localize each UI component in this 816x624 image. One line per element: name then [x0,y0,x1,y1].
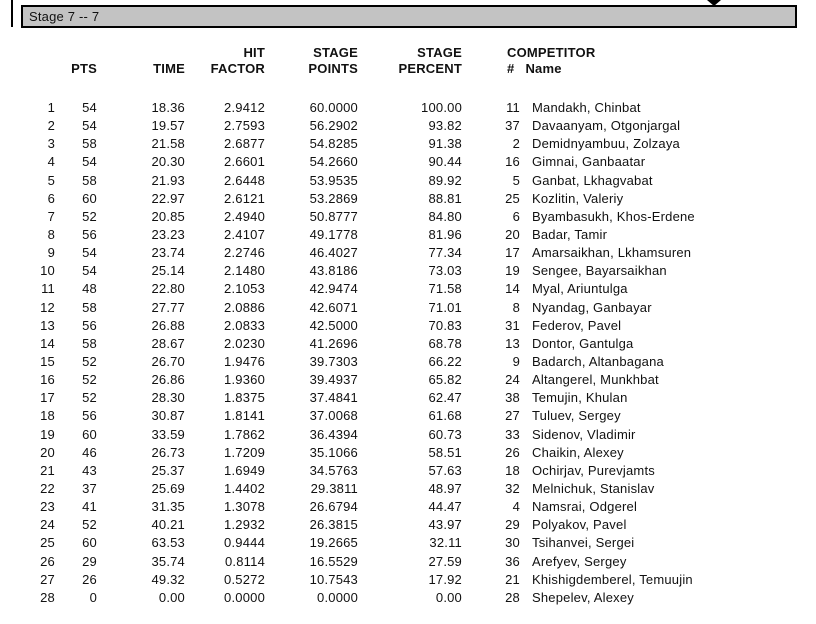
cell-hf: 1.6949 [224,462,265,478]
cell-pts: 37 [82,480,97,496]
cell-name: Kozlitin, Valeriy [532,190,624,206]
cell-time: 26.70 [151,353,185,369]
table-row [0,172,816,190]
cell-pct: 81.96 [428,226,462,242]
cell-rank: 16 [40,372,55,388]
cell-pts: 60 [82,190,97,206]
cell-num: 4 [512,499,520,515]
cell-hf: 1.8375 [224,390,265,406]
cell-points: 53.9535 [309,172,358,188]
cell-rank: 10 [40,263,55,279]
cell-points: 39.4937 [309,372,358,388]
header-hit: HIT [243,45,265,60]
cell-num: 26 [505,444,520,460]
cell-rank: 12 [40,299,55,315]
cell-pct: 68.78 [428,335,462,351]
cell-name: Altangerel, Munkhbat [532,372,659,388]
cell-num: 11 [506,100,520,115]
cell-pts: 54 [82,118,97,134]
cell-rank: 6 [47,190,55,206]
cell-num: 25 [505,190,520,206]
cell-points: 42.5000 [309,317,358,333]
table-row [0,353,816,371]
cell-hf: 1.9360 [224,372,265,388]
header-stage-points-top: STAGE [313,45,358,60]
cell-points: 49.1778 [309,226,358,242]
table-row [0,589,816,607]
cell-pct: 65.82 [428,372,462,388]
cell-rank: 27 [40,571,55,587]
cell-pct: 71.01 [428,299,462,315]
cell-pts: 56 [82,408,97,424]
cell-name: Gimnai, Ganbaatar [532,154,646,170]
cell-pct: 89.92 [428,172,462,188]
cell-points: 42.9474 [309,281,358,297]
cell-points: 46.4027 [309,245,358,261]
cell-time: 19.57 [151,118,185,134]
cell-points: 37.4841 [309,390,358,406]
cell-time: 35.74 [151,553,185,569]
cell-pct: 43.97 [428,517,462,533]
cell-time: 22.80 [151,281,185,297]
cell-rank: 23 [40,499,55,515]
cell-points: 16.5529 [309,553,358,569]
table-row [0,389,816,407]
cell-rank: 5 [47,172,55,188]
table-row [0,317,816,335]
cell-points: 29.3811 [310,480,358,496]
cell-name: Federov, Pavel [532,317,622,333]
cell-hf: 2.0833 [224,317,265,333]
cell-num: 37 [505,118,520,134]
cell-time: 28.67 [151,335,185,351]
header-line-1 [0,45,816,61]
cell-pts: 54 [82,100,97,115]
cell-pct: 62.47 [428,390,462,406]
cell-hf: 2.9412 [224,100,265,115]
cell-hf: 1.2932 [224,517,265,533]
table-row [0,553,816,571]
table-row [0,262,816,280]
cell-hf: 1.7209 [224,444,265,460]
cell-pct: 66.22 [428,353,462,369]
cell-hf: 1.9476 [224,353,265,369]
cell-points: 50.8777 [309,208,358,224]
cell-num: 27 [505,408,520,424]
cell-hf: 2.4940 [224,208,265,224]
table-row [0,407,816,425]
cell-hf: 2.4107 [224,226,265,242]
cell-rank: 28 [40,589,55,605]
cell-hf: 2.1053 [224,281,265,297]
cell-name: Sengee, Bayarsaikhan [532,263,667,279]
cell-points: 26.6794 [309,499,358,515]
cell-pct: 84.80 [428,208,462,224]
cell-points: 60.0000 [309,100,358,115]
cell-pts: 60 [82,535,97,551]
cell-name: Arefyev, Sergey [532,553,627,569]
cell-hf: 2.2746 [224,245,265,261]
cell-rank: 3 [47,136,55,152]
cell-points: 54.8285 [309,136,358,152]
cell-hf: 2.7593 [224,118,265,134]
cell-name: Tsihanvei, Sergei [532,535,635,551]
cell-name: Sidenov, Vladimir [532,426,636,442]
cell-num: 31 [505,317,520,333]
cell-name: Melnichuk, Stanislav [532,480,655,496]
cell-num: 30 [505,535,520,551]
stage-title: Stage 7 -- 7 [29,9,100,24]
cell-points: 26.3815 [309,517,358,533]
cell-points: 39.7303 [309,353,358,369]
cell-hf: 0.8114 [225,553,265,569]
cell-hf: 1.3078 [224,499,265,515]
cell-rank: 11 [41,281,55,297]
cell-time: 26.88 [151,317,185,333]
cell-pts: 58 [82,136,97,152]
header-percent: PERCENT [398,61,462,76]
cell-hf: 1.7862 [224,426,265,442]
cell-time: 26.86 [151,372,185,388]
cell-pts: 0 [89,589,97,605]
header-points: POINTS [308,61,358,76]
cell-name: Temujin, Khulan [532,390,628,406]
cell-rank: 1 [47,100,55,115]
cell-name: Dontor, Gantulga [532,335,634,351]
header-spacer [0,61,55,77]
cell-num: 36 [505,553,520,569]
cell-time: 23.23 [151,226,185,242]
cell-points: 41.2696 [309,335,358,351]
cell-pts: 52 [82,353,97,369]
cell-pct: 27.59 [428,553,462,569]
cell-hf: 2.1480 [224,263,265,279]
cell-num: 17 [505,245,520,261]
table-row [0,117,816,135]
cell-pts: 52 [82,208,97,224]
header-num: # [507,61,515,76]
table-row [0,299,816,317]
cell-num: 29 [505,517,520,533]
cell-time: 18.36 [151,100,185,115]
table-row [0,498,816,516]
cell-name: Khishigdemberel, Temuujin [532,571,693,587]
cell-name: Badar, Tamir [532,226,608,242]
cell-name: Myal, Ariuntulga [532,281,628,297]
table-row [0,516,816,534]
cell-num: 18 [505,462,520,478]
cell-rank: 4 [47,154,55,170]
cell-hf: 1.4402 [224,480,265,496]
cell-pts: 54 [82,263,97,279]
cell-pts: 29 [82,553,97,569]
cell-points: 53.2869 [309,190,358,206]
header-spacer [0,45,55,61]
cell-pct: 71.58 [428,281,462,297]
cell-name: Namsrai, Odgerel [532,499,638,515]
cell-hf: 0.0000 [224,589,265,605]
cell-name: Tuluev, Sergey [532,408,621,424]
cell-pts: 41 [82,499,97,515]
cell-pts: 26 [82,571,97,587]
header-time: TIME [153,61,185,76]
cell-rank: 21 [40,462,55,478]
cell-pct: 91.38 [428,136,462,152]
cell-rank: 9 [47,245,55,261]
cell-pts: 54 [82,245,97,261]
table-row [0,444,816,462]
cell-points: 0.0000 [317,589,358,605]
cell-points: 36.4394 [309,426,358,442]
cell-name: Badarch, Altanbagana [532,353,664,369]
table-row [0,244,816,262]
cell-rank: 18 [40,408,55,424]
cell-pct: 57.63 [428,462,462,478]
cell-pts: 52 [82,517,97,533]
table-row [0,371,816,389]
cell-pts: 46 [82,444,97,460]
cell-rank: 14 [40,335,55,351]
cell-name: Nyandag, Ganbayar [532,299,652,315]
table-row [0,190,816,208]
cell-name: Ochirjav, Purevjamts [532,462,655,478]
cell-rank: 19 [40,426,55,442]
cell-points: 37.0068 [309,408,358,424]
header-spacer [97,45,185,61]
cell-num: 16 [505,154,520,170]
cell-time: 25.37 [151,462,185,478]
cell-points: 34.5763 [309,462,358,478]
cell-rank: 17 [40,390,55,406]
header-stage-percent-top: STAGE [417,45,462,60]
cell-time: 22.97 [151,190,185,206]
cell-pct: 70.83 [428,317,462,333]
cell-pct: 61.68 [428,408,462,424]
cell-time: 40.21 [151,517,185,533]
cell-pts: 56 [82,317,97,333]
cell-hf: 0.9444 [224,535,265,551]
cell-rank: 22 [40,480,55,496]
cell-num: 9 [512,353,520,369]
cell-rank: 24 [40,517,55,533]
table-row [0,153,816,171]
cell-time: 26.73 [151,444,185,460]
table-row [0,226,816,244]
cell-hf: 2.6121 [224,190,265,206]
cell-pct: 77.34 [428,245,462,261]
cell-pct: 73.03 [428,263,462,279]
cell-num: 13 [505,335,520,351]
cell-time: 28.30 [151,390,185,406]
cell-num: 19 [505,263,520,279]
cell-num: 33 [505,426,520,442]
cell-num: 32 [505,480,520,496]
header-spacer [55,45,97,61]
cell-time: 31.35 [151,499,185,515]
cell-pts: 56 [82,226,97,242]
results-rows [0,99,816,607]
cell-hf: 1.8141 [224,408,265,424]
table-row [0,208,816,226]
cell-name: Shepelev, Alexey [532,589,634,605]
cell-name: Demidnyambuu, Zolzaya [532,136,680,152]
table-row [0,571,816,589]
cell-rank: 15 [40,353,55,369]
cell-num: 5 [512,172,520,188]
cell-hf: 2.6877 [224,136,265,152]
cell-num: 14 [505,281,520,297]
cell-name: Davaanyam, Otgonjargal [532,118,681,134]
cell-pts: 52 [82,372,97,388]
header-line-2 [0,61,816,77]
cell-num: 2 [512,136,520,152]
cell-time: 30.87 [151,408,185,424]
table-row [0,99,816,117]
cell-pct: 90.44 [428,154,462,170]
cell-points: 19.2665 [309,535,358,551]
header-competitor: COMPETITOR [507,45,596,60]
cell-name: Mandakh, Chinbat [532,100,641,115]
cell-pts: 52 [82,390,97,406]
cell-num: 6 [512,208,520,224]
cell-pct: 48.97 [428,480,462,496]
cell-time: 25.14 [151,263,185,279]
cell-pts: 58 [82,172,97,188]
cell-time: 63.53 [151,535,185,551]
cell-num: 21 [505,571,520,587]
table-row [0,480,816,498]
table-header [0,45,816,77]
cell-time: 0.00 [158,589,185,605]
cell-points: 56.2902 [309,118,358,134]
cell-name: Polyakov, Pavel [532,517,627,533]
header-name: Name [525,61,562,76]
cell-pts: 54 [82,154,97,170]
cell-pct: 60.73 [428,426,462,442]
cell-rank: 13 [40,317,55,333]
cell-pts: 48 [82,281,97,297]
cell-rank: 26 [40,553,55,569]
cell-pct: 93.82 [428,118,462,134]
header-pts: PTS [71,61,97,76]
left-edge-tick [11,0,13,27]
cell-time: 21.58 [151,136,185,152]
cell-pts: 58 [82,335,97,351]
table-row [0,335,816,353]
cell-rank: 20 [40,444,55,460]
table-row [0,426,816,444]
cell-time: 23.74 [151,245,185,261]
cell-pts: 60 [82,426,97,442]
cell-num: 38 [505,390,520,406]
cell-rank: 8 [47,226,55,242]
cell-rank: 7 [47,208,55,224]
cell-time: 33.59 [151,426,185,442]
cell-pct: 17.92 [428,571,462,587]
table-row [0,462,816,480]
cell-time: 20.85 [151,208,185,224]
cell-name: Byambasukh, Khos-Erdene [532,208,695,224]
cell-pct: 58.51 [428,444,462,460]
stage-title-bar [21,5,797,28]
cell-points: 10.7543 [309,571,358,587]
cell-num: 24 [505,372,520,388]
header-factor: FACTOR [210,61,265,76]
cell-name: Ganbat, Lkhagvabat [532,172,653,188]
cell-points: 54.2660 [309,154,358,170]
cell-name: Chaikin, Alexey [532,444,624,460]
cell-pct: 0.00 [435,589,462,605]
header-num-name [462,61,562,77]
cell-hf: 2.6448 [224,172,265,188]
cell-pts: 43 [82,462,97,478]
cell-pct: 88.81 [428,190,462,206]
cell-name: Amarsaikhan, Lkhamsuren [532,245,692,261]
cell-rank: 2 [47,118,55,134]
cell-hf: 2.0230 [224,335,265,351]
cell-points: 43.8186 [309,263,358,279]
cell-num: 20 [505,226,520,242]
cell-time: 27.77 [151,299,185,315]
cell-num: 28 [505,589,520,605]
cell-hf: 2.0886 [224,299,265,315]
cell-time: 21.93 [151,172,185,188]
cell-time: 49.32 [151,571,185,587]
table-row [0,280,816,298]
cell-pct: 32.11 [429,535,462,551]
cell-time: 20.30 [151,154,185,170]
cell-hf: 0.5272 [224,571,265,587]
cell-pct: 44.47 [428,499,462,515]
cell-rank: 25 [40,535,55,551]
cell-time: 25.69 [151,480,185,496]
cell-pts: 58 [82,299,97,315]
cell-points: 35.1066 [309,444,358,460]
table-row [0,534,816,552]
cell-points: 42.6071 [309,299,358,315]
table-row [0,135,816,153]
cell-num: 8 [512,299,520,315]
cell-hf: 2.6601 [224,154,265,170]
cell-pct: 100.00 [421,100,462,115]
